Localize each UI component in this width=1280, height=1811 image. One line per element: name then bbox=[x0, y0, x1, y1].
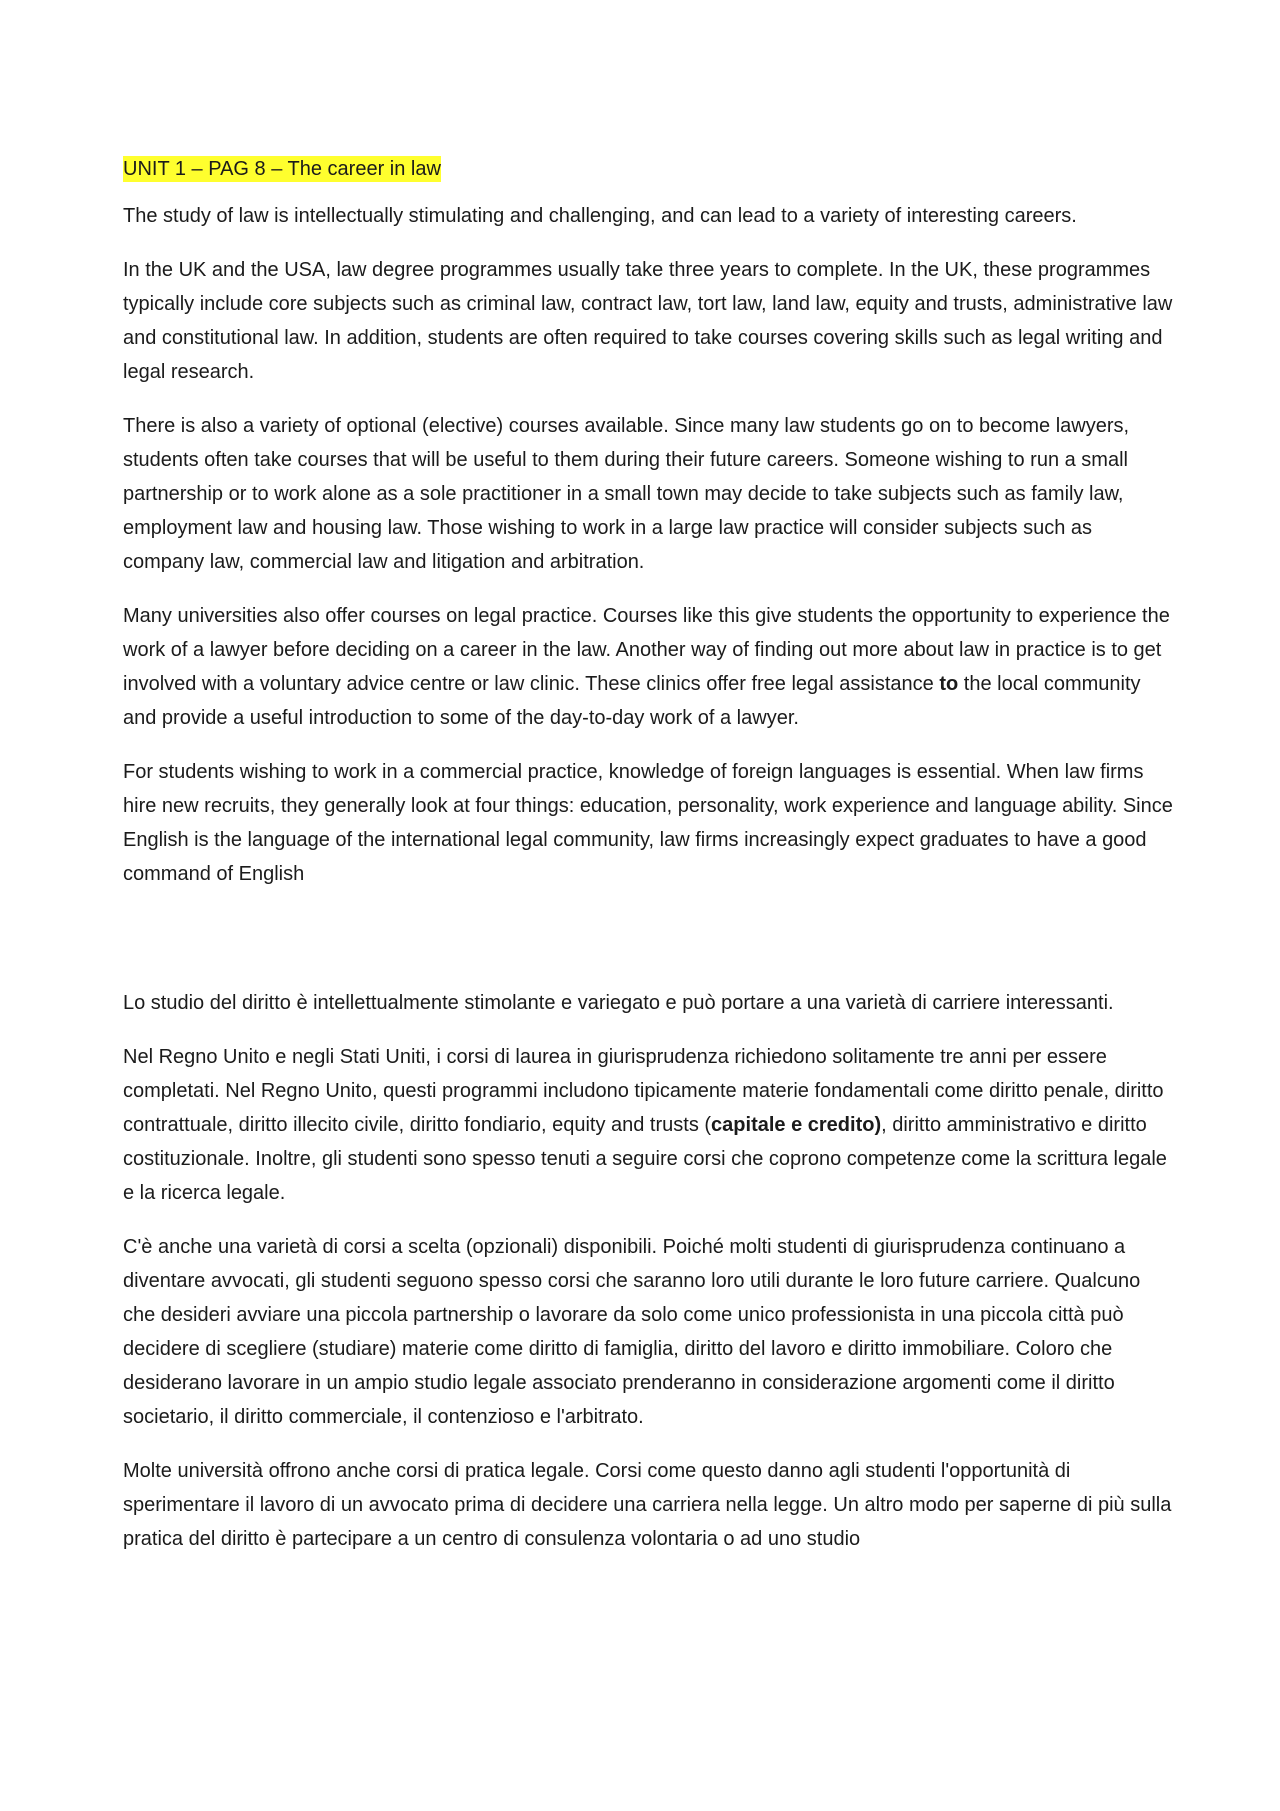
english-paragraph-5: For students wishing to work in a commercial practice, knowledge of foreign languages is essential. When law firms hire new recruits, they generally look at four things: education, personality, work experience and language ability. Since English is the language of the international legal community, law firms increasingly expect graduates to have a good command of English bbox=[123, 761, 1173, 885]
document-page bbox=[123, 152, 1173, 1576]
text-run: the local community and provide a useful introduction to some of the day-to-day work of a lawyer. bbox=[123, 673, 1141, 729]
english-paragraph-3: There is also a variety of optional (elective) courses available. Since many law students go on to become lawyers, students often take courses that will be useful to them during their future careers. Someone wishing to run a small partnership or to work alone as a sole practitioner in a small town may decide to take subjects such as family law, employment law and housing law. Those wishing to work in a large law practice will consider subjects such as company law, commercial law and litigation and arbitration. bbox=[123, 415, 1130, 573]
italian-paragraph-2 bbox=[123, 1040, 1173, 1210]
unit-heading bbox=[123, 152, 1173, 186]
section-gap bbox=[123, 911, 1173, 986]
bold-text: capitale e credito) bbox=[711, 1114, 882, 1136]
text-run: Many universities also offer courses on legal practice. Courses like this give students the opportunity to experience the work of a lawyer before deciding on a career in the law. Another way of finding out more about law in practice is to get involved with a voluntary advice centre or law clinic. These clinics offer free legal assistance bbox=[123, 605, 1170, 695]
italian-paragraph-4: Molte università offrono anche corsi di pratica legale. Corsi come questo danno agli studenti l'opportunità di sperimentare il lavoro di un avvocato prima di decidere una carriera nella legge. Un altro modo per saperne di più sulla pratica del diritto è partecipare a un centro di consulenza volontaria o ad uno studio bbox=[123, 1460, 1172, 1550]
english-paragraph-1: The study of law is intellectually stimulating and challenging, and can lead to a variety of interesting careers. bbox=[123, 205, 1077, 227]
bold-text: to bbox=[939, 673, 959, 695]
text-run: Nel Regno Unito e negli Stati Uniti, i corsi di laurea in giurisprudenza richiedono solitamente tre anni per essere completati. Nel Regno Unito, questi programmi includono tipicamente materie fondamentali come diritto penale, diritto contrattuale, diritto illecito civile, diritto fondiario, equity and trusts ( bbox=[123, 1046, 1164, 1136]
english-paragraph-2: In the UK and the USA, law degree programmes usually take three years to complete. In the UK, these programmes typically include core subjects such as criminal law, contract law, tort law, land law, equity and trusts, administrative law and constitutional law. In addition, students are often required to take courses covering skills such as legal writing and legal research. bbox=[123, 259, 1173, 383]
english-paragraph-4 bbox=[123, 599, 1173, 735]
italian-paragraph-1: Lo studio del diritto è intellettualmente stimolante e variegato e può portare a una varietà di carriere interessanti. bbox=[123, 992, 1114, 1014]
italian-paragraph-3: C'è anche una varietà di corsi a scelta (opzionali) disponibili. Poiché molti studenti di giurisprudenza continuano a diventare avvocati, gli studenti seguono spesso corsi che saranno loro utili durante le loro future carriere. Qualcuno che desideri avviare una piccola partnership o lavorare da solo come unico professionista in una piccola città può decidere di scegliere (studiare) materie come diritto di famiglia, diritto del lavoro e diritto immobiliare. Coloro che desiderano lavorare in un ampio studio legale associato prenderanno in considerazione argomenti come il diritto societario, il diritto commerciale, il contenzioso e l'arbitrato. bbox=[123, 1236, 1141, 1428]
text-run: , diritto amministrativo e diritto costituzionale. Inoltre, gli studenti sono spesso tenuti a seguire corsi che coprono competenze come la scrittura legale e la ricerca legale. bbox=[123, 1114, 1167, 1204]
highlighted-title: UNIT 1 – PAG 8 – The career in law bbox=[123, 158, 441, 180]
